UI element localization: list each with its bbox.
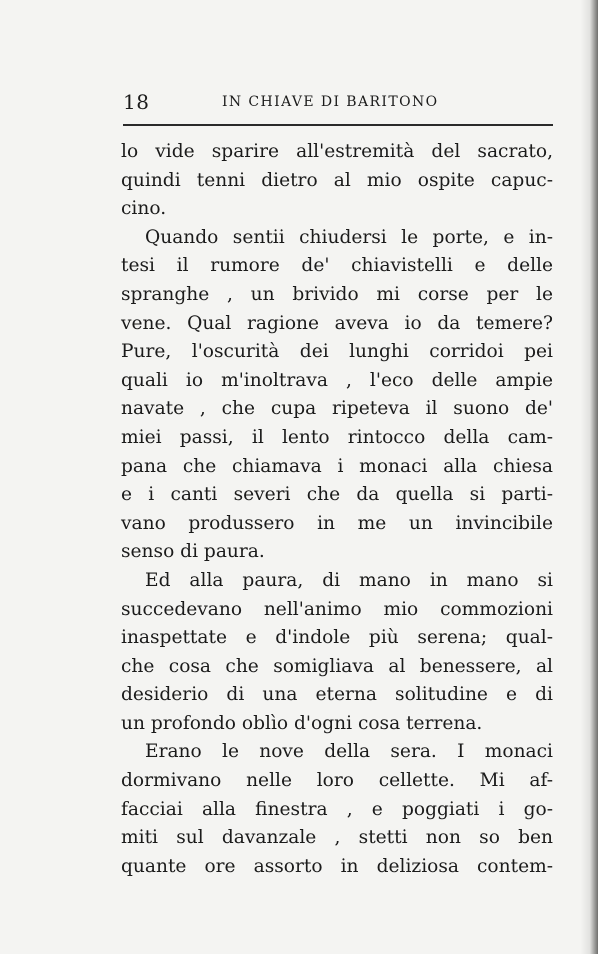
text-line: lo vide sparire all'estremità del sacrato, xyxy=(121,141,553,162)
text-line: vano produssero in me un invincibile xyxy=(121,512,553,534)
text-line: inaspettate e d'indole più serena; qual- xyxy=(121,627,553,649)
page-header xyxy=(123,90,553,116)
text-line: Quando sentii chiudersi le porte, e in- xyxy=(145,226,553,248)
text-line: desiderio di una eterna solitudine e di xyxy=(121,684,553,706)
text-line: quindi tenni dietro al mio ospite capuc- xyxy=(121,169,553,191)
body-text xyxy=(121,138,553,881)
text-line: tesi il rumore de' chiavistelli e delle xyxy=(121,255,553,277)
text-line: pana che chiamava i monaci alla chiesa xyxy=(121,455,553,477)
text-line: senso di paura. xyxy=(121,541,265,563)
text-line: quante ore assorto in deliziosa contem- xyxy=(121,855,553,877)
text-line: spranghe , un brivido mi corse per le xyxy=(121,283,553,305)
text-line: Erano le nove della sera. I monaci xyxy=(145,741,553,763)
text-line: facciai alla finestra , e poggiati i go- xyxy=(121,798,553,820)
text-line: vene. Qual ragione aveva io da temere? xyxy=(121,312,553,334)
text-line: miei passi, il lento rintocco della cam- xyxy=(121,426,553,448)
page-number: 18 xyxy=(123,90,150,114)
text-line: dormivano nelle loro cellette. Mi af- xyxy=(121,770,553,792)
text-line: succedevano nell'animo mio commozioni xyxy=(121,598,553,620)
page-edge-shadow xyxy=(580,0,598,954)
header-rule xyxy=(123,124,553,126)
running-head: IN CHIAVE DI BARITONO xyxy=(222,94,439,110)
text-line: un profondo oblìo d'ogni cosa terrena. xyxy=(121,712,483,734)
text-line: navate , che cupa ripeteva il suono de' xyxy=(121,398,553,420)
text-line: Ed alla paura, di mano in mano si xyxy=(145,569,553,591)
text-line: che cosa che somigliava al benessere, al xyxy=(121,655,553,677)
text-line: miti sul davanzale , stetti non so ben xyxy=(121,827,553,849)
text-line: quali io m'inoltrava , l'eco delle ampie xyxy=(121,369,553,391)
text-line: e i canti severi che da quella si parti- xyxy=(121,484,553,506)
text-line: Pure, l'oscurità dei lunghi corridoi pei xyxy=(121,341,553,363)
text-line: cino. xyxy=(121,198,167,220)
